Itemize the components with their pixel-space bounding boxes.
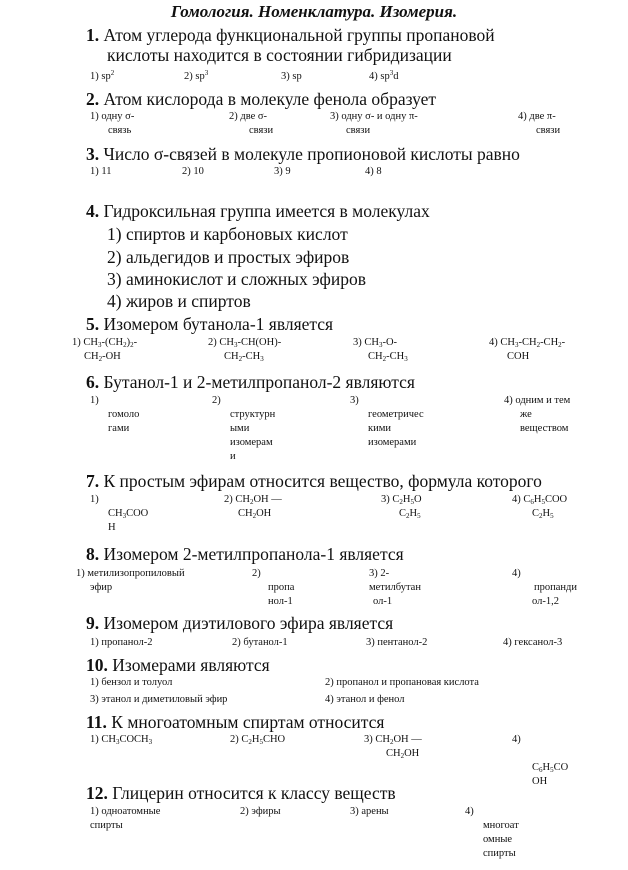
option-3: 3) геометричес кими изомерами — [350, 395, 424, 448]
option-1: 1) $sp^2$ — [90, 69, 115, 82]
question-5: 5. Изомером бутанола-1 является — [86, 314, 334, 334]
option-1: 1) пропанол-2 — [90, 637, 153, 648]
option-2: 2) альдегидов и простых эфиров — [107, 247, 350, 267]
option-1: 1) $CH_3-(CH_2)_2-$ $CH_2-OH$ — [72, 337, 138, 363]
question-12: 12. Глицерин относится к классу веществ — [86, 783, 396, 803]
option-3: 3) арены — [350, 806, 389, 817]
question-7: 7. К простым эфирам относится вещество, формула которого — [86, 471, 542, 491]
option-1: 1) $CH_3COCH_3$ — [90, 734, 153, 746]
question-6: 6. Бутанол-1 и 2-метилпропанол-2 являются — [86, 372, 415, 392]
option-4: 4) две π- связи — [518, 111, 561, 136]
option-2: 2) $CH_2OH$ — $CH_2OH$ — [224, 494, 282, 520]
option-3: 3) 9 — [274, 166, 291, 177]
question-3: 3. Число σ-связей в молекуле пропионовой кислоты равно — [86, 144, 520, 164]
option-2: 2) $CH_3-CH(OH)-$ $CH_2-CH_3$ — [208, 337, 282, 363]
option-4: 4) пропанди ол-1,2 — [512, 568, 577, 607]
option-4: 4) многоат омные спирты — [465, 806, 519, 859]
option-4: 4) $sp^3d$ — [369, 69, 399, 82]
question-2: 2. Атом кислорода в молекуле фенола образует — [86, 89, 437, 109]
question-number: 1. — [86, 25, 100, 45]
option-1: 1) 11 — [90, 166, 112, 177]
option-2: 2) $C_2H_5CHO$ — [230, 734, 286, 746]
option-2: 2) $sp^3$ — [184, 69, 209, 82]
question-4: 4. Гидроксильная группа имеется в молекулах — [86, 201, 430, 221]
option-4: 4) жиров и спиртов — [107, 291, 251, 311]
question-9: 9. Изомером диэтилового эфира является — [86, 613, 394, 633]
option-4: 4) одним и тем же веществом — [504, 395, 571, 434]
option-1: 1) одноатомные спирты — [90, 806, 161, 831]
option-1: 1) одну σ- связь — [90, 111, 135, 136]
option-1: 1) гомоло гами — [90, 395, 140, 434]
question-8: 8. Изомером 2-метилпропанола-1 является — [86, 544, 404, 564]
option-3: 3) пентанол-2 — [366, 637, 428, 648]
option-4: 4) гексанол-3 — [503, 637, 563, 648]
option-3: 3) $CH_3-O-$ $CH_2-CH_3$ — [353, 337, 408, 363]
option-2: 2) бутанол-1 — [232, 637, 288, 648]
option-3: 3) sp — [281, 71, 302, 82]
option-2: 2) пропа нол-1 — [252, 568, 295, 607]
question-text: Атом углерода функциональной группы пропановой — [103, 25, 495, 45]
option-4: 4) $CH_3-CH_2-CH_2-$ COH — [489, 337, 566, 362]
option-1: 1) бензол и толуол — [90, 677, 173, 688]
option-3: 3) этанол и диметиловый эфир — [90, 694, 228, 705]
question-text-cont: кислоты находится в состоянии гибридизации — [107, 45, 452, 65]
option-4: 4) $C_6H_5CO$ OH — [512, 734, 569, 787]
option-2: 2) 10 — [182, 166, 204, 177]
option-1: 1) спиртов и карбоновых кислот — [107, 224, 348, 244]
option-4: 4) этанол и фенол — [325, 694, 405, 705]
option-2: 2) две σ- связи — [229, 111, 274, 136]
option-3: 3) одну σ- и одну π- связи — [330, 111, 418, 136]
option-3: 3) 2- метилбутан ол-1 — [369, 568, 421, 607]
option-2: 2) пропанол и пропановая кислота — [325, 677, 479, 688]
option-3: 3) $CH_2OH$ — $CH_2OH$ — [364, 734, 422, 760]
option-2: 2) структурн ыми изомерам и — [212, 395, 276, 462]
option-1: 1) $CH_3COO$ H — [90, 494, 149, 533]
option-3: 3) аминокислот и сложных эфиров — [107, 269, 366, 289]
page-title: Гомология. Номенклатура. Изомерия. — [170, 2, 458, 21]
question-11: 11. К многоатомным спиртам относится — [86, 712, 385, 732]
option-4: 4) 8 — [365, 166, 382, 177]
option-2: 2) эфиры — [240, 806, 281, 817]
question-10: 10. Изомерами являются — [86, 655, 270, 675]
question-1 — [86, 24, 495, 65]
option-4: 4) $C_6H_5COO$ $C_2H_5$ — [512, 494, 568, 520]
option-1: 1) метилизопропиловый эфир — [76, 568, 185, 593]
option-3: 3) $C_2H_5O$ $C_2H_5$ — [381, 494, 422, 520]
